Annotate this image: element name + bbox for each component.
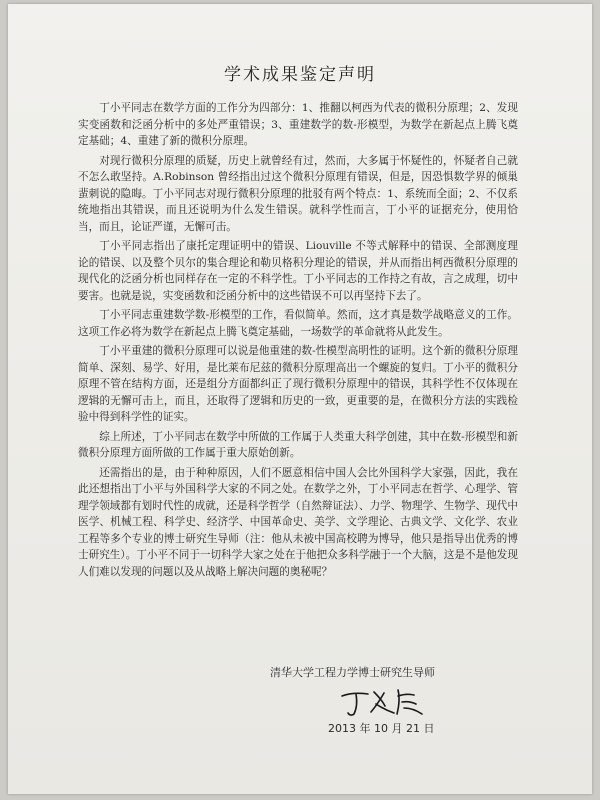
paragraph-4: 丁小平同志重建数学数-形模型的工作，看似简单。然而，这才真是数学战略意义的工作。这项工作必将为数学在新起点上腾飞奠定基础，一场数学的革命就将从此发生。 [78,309,518,338]
handwritten-signature [338,684,428,718]
signature-date: 2013 年 10 月 21 日 [328,722,435,735]
paragraph-2: 对现行微积分原理的质疑，历史上就曾经有过，然而，大多属于怀疑性的，怀疑者自己就不怎么敢坚持。A.Robinson 曾经指出过这个微积分原理有错误，但是，因恐惧数学界的倾巢蜚刺说的隐晦。丁小平同志对现行微积分原理的批驳有两个特点：1、系统而全面；2、不仅系统地指出其错误，而且还说明为什么发生错误。就科学性而言，丁小平的证据充分，使用恰当，而且，论证严谨，无懈可击。 [78,154,518,233]
signer-affiliation: 清华大学工程力学博士研究生导师 [270,666,435,679]
paragraph-5: 丁小平重建的微积分原理可以说是他重建的数-性模型高明性的证明。这个新的微积分原理简单、深刻、易学、好用，是比莱布尼兹的微积分原理高出一个螺旋的复归。丁小平的微积分原理不管在结构方面，还是组分方面都纠正了现行微积分原理中的错误，其科学性不仅体现在逻辑的无懈可击上，而且，还取得了逻辑和历史的一致，更重要的是，在微积分方法的实践检验中得到科学性的证实。 [78,345,518,423]
paragraph-7: 还需指出的是，由于种种原因，人们不愿意相信中国人会比外国科学大家强，因此，我在此还想指出丁小平与外国科学大家的不同之处。在数学之外，丁小平同志在哲学、心理学、管理学领域都有划时代性的成就，还是科学哲学（自然辩证法）、力学、物理学、生物学、现代中医学、机械工程、科学史、经济学、中国革命史、美学、文学理论、古典文学、文化学、农业工程等多个专业的博士研究生导师（注：他从未被中国高校聘为博导，他只是指导出优秀的博士研究生）。丁小平不同于一切科学大家之处在于他把众多科学融于一个大脑，这是不是他发现人们难以发现的问题以及从战略上解决问题的奥秘呢？ [78,466,518,578]
paragraph-6: 综上所述，丁小平同志在数学中所做的工作属于人类重大科学创建，其中在数-形模型和新微积分原理方面所做的工作属于重大原始创新。 [78,430,518,459]
document-page [8,4,592,794]
document-body [78,100,518,583]
paragraph-1: 丁小平同志在数学方面的工作分为四部分：1、推翻以柯西为代表的微积分原理；2、发现实变函数和泛函分析中的多处严重错误；3、重建数学的数-形模型，为数学在新起点上腾飞奠定基础；4、重建了新的微积分原理。 [78,102,518,147]
paragraph-3: 丁小平同志指出了康托定理证明中的错误、Liouville 不等式解释中的错误、全部测度理论的错误、以及整个贝尔的集合理论和勒贝格积分理论的错误，并从而指出柯西微积分原理的现代化的泛函分析也同样存在一定的不科学性。丁小平同志的工作持之有故，言之成理，切中要害。也就是说，实变函数和泛函分析中的这些错误不可以再坚持下去了。 [78,240,518,302]
page-title: 学术成果鉴定声明 [224,65,376,85]
